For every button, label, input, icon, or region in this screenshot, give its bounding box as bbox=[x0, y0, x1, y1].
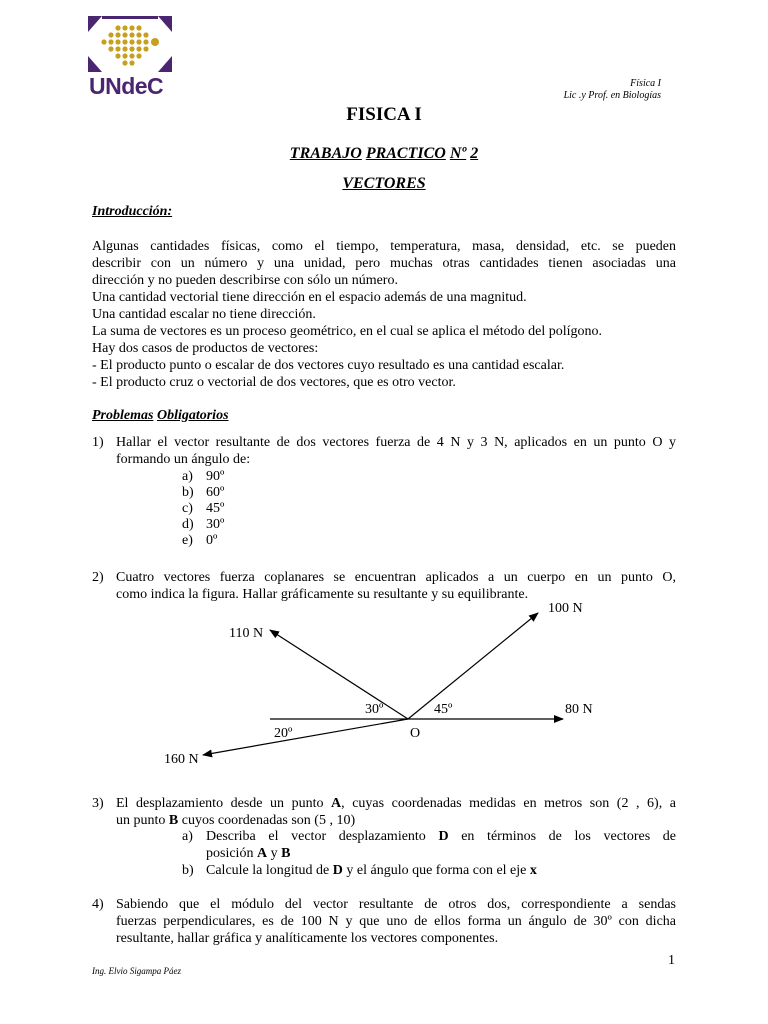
p3-item-a-line bbox=[206, 845, 676, 862]
problems-heading-word-2: Obligatorios bbox=[156, 408, 229, 423]
vector-160n-arrow bbox=[203, 719, 408, 755]
point-a-label: A bbox=[331, 796, 342, 811]
problem-line: Sabiendo que el módulo del vector resultante de otros dos, correspondiente a sendas bbox=[116, 897, 676, 912]
subtitle-word-4: 2 bbox=[470, 145, 479, 162]
p3-item-b-line bbox=[206, 862, 676, 879]
problem-number: 2) bbox=[92, 570, 104, 585]
intro-line: Algunas cantidades físicas, como el tiempo, temperatura, masa, densidad, etc. se pueden bbox=[92, 239, 676, 254]
label-angle-30: 30º bbox=[365, 702, 384, 717]
option-letter: c) bbox=[182, 501, 193, 516]
axis-x-label: x bbox=[529, 863, 537, 878]
problem-number: 4) bbox=[92, 897, 104, 912]
label-110n: 110 N bbox=[229, 626, 264, 641]
problem-line: Cuatro vectores fuerza coplanares se encuentran aplicados a un cuerpo en un punto O, bbox=[116, 570, 676, 585]
footer-author: Ing. Elvio Sigampa Páez bbox=[92, 966, 181, 976]
subtitle-word-1: TRABAJO bbox=[289, 145, 362, 162]
option-letter: a) bbox=[182, 469, 193, 484]
vector-d-label: D bbox=[438, 829, 449, 844]
problem-number: 3) bbox=[92, 796, 104, 811]
label-origin-o: O bbox=[410, 726, 421, 741]
label-160n: 160 N bbox=[164, 752, 199, 767]
problem-4 bbox=[92, 896, 676, 947]
problem-line: resultante, hallar gráfica y analíticamente los vectores componentes. bbox=[116, 931, 499, 946]
option-text: 0º bbox=[206, 533, 218, 548]
p3-text: cuyos coordenadas son (5 , 10) bbox=[178, 813, 356, 828]
problem-line bbox=[116, 795, 676, 812]
p3-text: Calcule la longitud de bbox=[206, 863, 333, 878]
intro-line: describir con un número y una unidad, pero muchas otras cantidades tienen asociadas una bbox=[92, 256, 676, 271]
problem-3 bbox=[92, 795, 676, 829]
p3-item-a bbox=[182, 828, 676, 862]
p3-text: Describa el vector desplazamiento bbox=[206, 829, 439, 844]
header-course: Física I bbox=[630, 78, 661, 89]
intro-line: - El producto cruz o vectorial de dos vectores, que es otro vector. bbox=[92, 375, 456, 390]
option-letter: b) bbox=[182, 863, 194, 878]
vector-d-label: D bbox=[332, 863, 343, 878]
subtitle-word-3: Nº bbox=[449, 145, 467, 162]
problem-line: formando un ángulo de: bbox=[116, 452, 251, 467]
problem-line bbox=[116, 812, 676, 829]
option-letter: e) bbox=[182, 533, 193, 548]
subtitle-word-2: PRACTICO bbox=[365, 145, 446, 162]
point-b-label: B bbox=[168, 813, 179, 828]
p3-text: y bbox=[267, 846, 282, 861]
option-letter: a) bbox=[182, 829, 193, 844]
page-title: FISICA I bbox=[346, 104, 422, 125]
intro-line: Una cantidad escalar no tiene dirección. bbox=[92, 307, 316, 322]
p3-text: un punto bbox=[116, 813, 169, 828]
intro-line: La suma de vectores es un proceso geométrico, en el cual se aplica el método del polígono. bbox=[92, 324, 603, 339]
p3-text: El desplazamiento desde un punto bbox=[116, 796, 332, 811]
p3-text: y el ángulo que forma con el eje bbox=[342, 863, 530, 878]
option-text: 30º bbox=[206, 517, 225, 532]
label-80n: 80 N bbox=[565, 702, 593, 717]
vector-110n-arrow bbox=[270, 630, 408, 719]
option-letter: b) bbox=[182, 485, 194, 500]
vector-b-label: B bbox=[281, 846, 291, 861]
problem-number: 1) bbox=[92, 435, 104, 450]
label-angle-45: 45º bbox=[434, 702, 453, 717]
p3-item-a-line bbox=[206, 828, 676, 845]
problems-heading-word-1: Problemas bbox=[92, 408, 154, 423]
header-career: Lic .y Prof. en Biologías bbox=[563, 90, 661, 101]
problem-line: fuerzas perpendiculares, es de 100 N y que uno de ellos forma un ángulo de 30º con dicha bbox=[116, 914, 676, 929]
problem-line: como indica la figura. Hallar gráficamente su resultante y su equilibrante. bbox=[116, 587, 529, 602]
vector-a-label: A bbox=[256, 846, 268, 861]
intro-line: - El producto punto o escalar de dos vectores cuyo resultado es una cantidad escalar. bbox=[92, 358, 565, 373]
label-angle-20: 20º bbox=[274, 726, 293, 741]
option-text: 45º bbox=[206, 501, 225, 516]
p3-item-b bbox=[182, 862, 676, 879]
p3-text: posición bbox=[206, 846, 257, 861]
option-text: 60º bbox=[206, 485, 225, 500]
topic-text: VECTORES bbox=[342, 175, 426, 192]
intro-line: dirección y no pueden describirse con sólo un número. bbox=[92, 273, 398, 288]
page-number: 1 bbox=[668, 953, 675, 968]
problem-line: Hallar el vector resultante de dos vectores fuerza de 4 N y 3 N, aplicados en un punto O y bbox=[116, 435, 676, 450]
logo-text: UNdeC bbox=[89, 73, 164, 99]
option-letter: d) bbox=[182, 517, 194, 532]
intro-line: Hay dos casos de productos de vectores: bbox=[92, 341, 319, 356]
label-100n: 100 N bbox=[548, 601, 583, 616]
p3-text: , cuyas coordenadas medidas en metros son (2 , 6), a bbox=[341, 796, 676, 811]
intro-heading-text: Introducción: bbox=[92, 204, 173, 219]
vector-100n-arrow bbox=[408, 613, 538, 719]
intro-line: Una cantidad vectorial tiene dirección en el espacio además de una magnitud. bbox=[92, 290, 527, 305]
option-text: 90º bbox=[206, 469, 225, 484]
p3-text: en términos de los vectores de bbox=[448, 829, 676, 844]
